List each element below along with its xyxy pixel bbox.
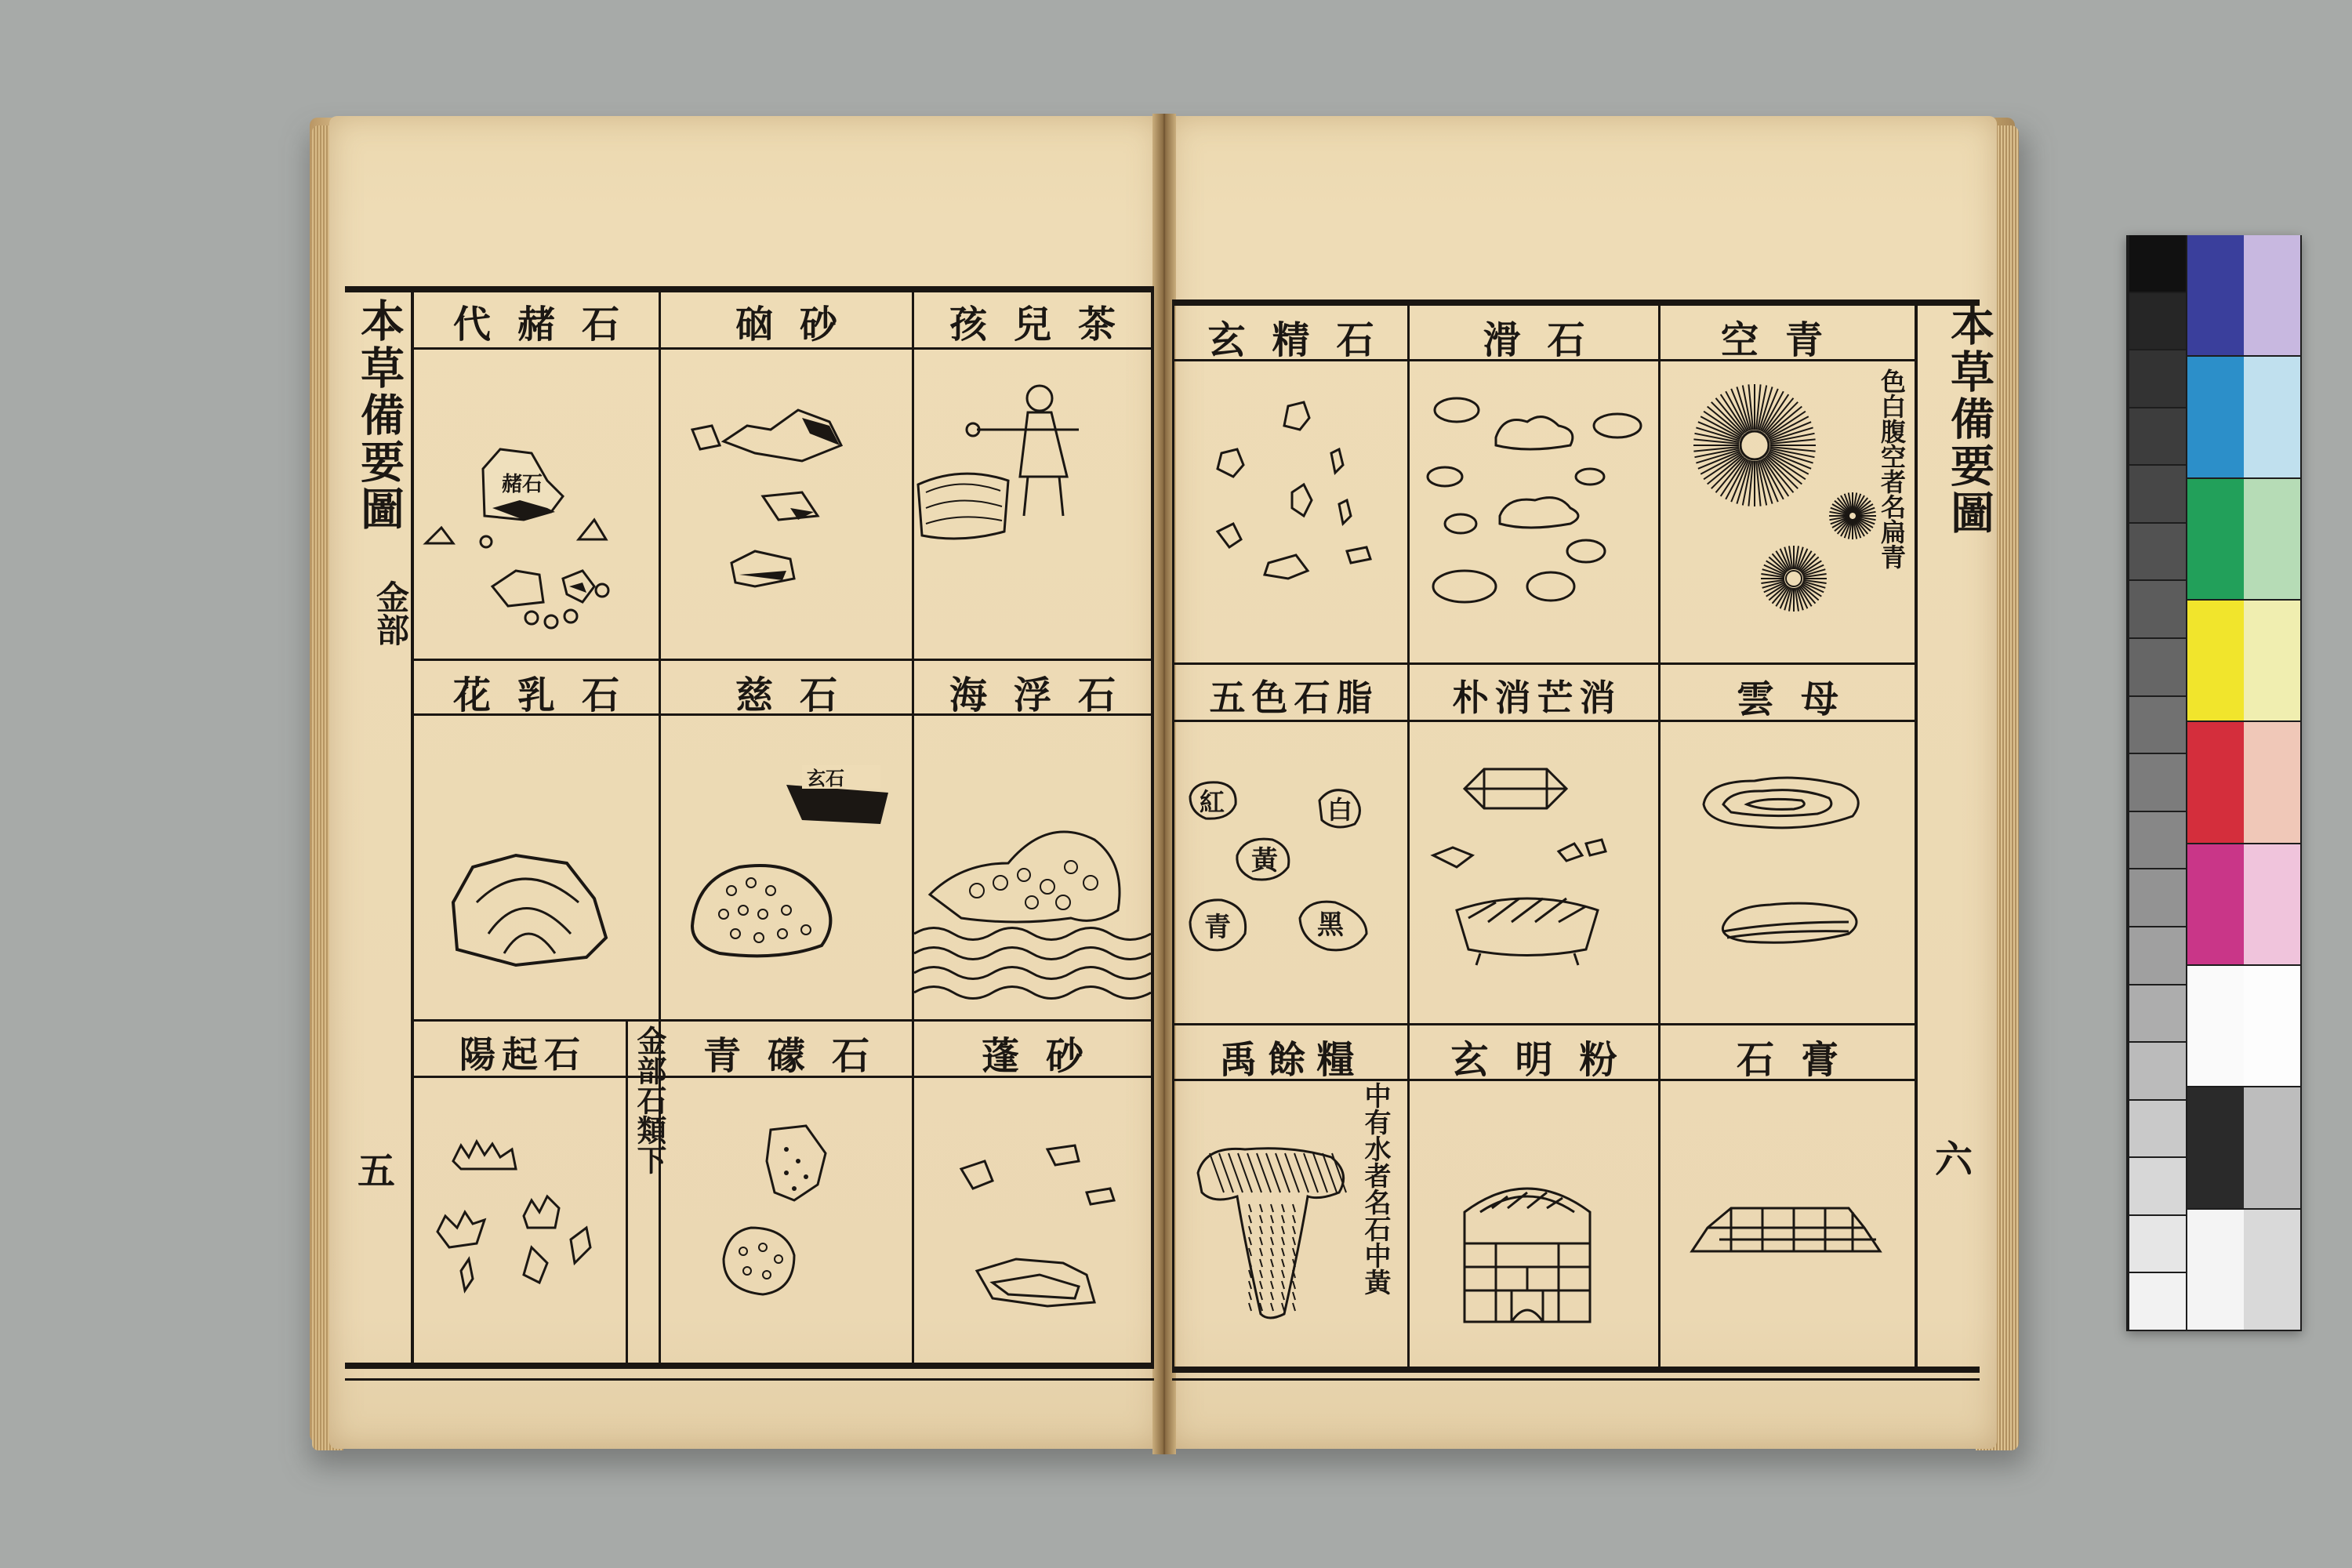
- five-color-clay-illustration: [1174, 726, 1407, 1023]
- pumice-waves-illustration: [914, 722, 1151, 1019]
- magnetite-illustration: [661, 722, 912, 1019]
- illus-label-qing: 青: [1204, 912, 1231, 943]
- gray-swatch: [2129, 639, 2186, 697]
- cell-daizheshi: [414, 290, 659, 659]
- cell-title: 慈石: [735, 673, 864, 717]
- cell-title: 禹餘糧: [1219, 1037, 1366, 1082]
- right-leaf-number: 六: [1935, 1138, 1973, 1181]
- gray-scale-column: [2129, 235, 2186, 1331]
- illus-label-bai: 白: [1327, 795, 1353, 825]
- gray-swatch: [2129, 1216, 2186, 1274]
- pastel-swatch: [2244, 357, 2300, 478]
- color-swatch: [2187, 357, 2244, 478]
- cell-title: 石膏: [1736, 1037, 1865, 1082]
- cell-title: 陽起石: [459, 1033, 586, 1076]
- gray-swatch: [2129, 697, 2186, 755]
- color-swatch: [2187, 479, 2244, 601]
- mica-layers-illustration: [1661, 726, 1915, 1023]
- gray-swatch: [2129, 754, 2186, 812]
- left-vertical-note: 金部石類下: [632, 1025, 667, 1174]
- gray-swatch: [2129, 1043, 2186, 1101]
- cell-haiercha: [914, 290, 1151, 659]
- hexagon-crystals-illustration: [1174, 367, 1407, 662]
- note-yuyuliang: 中有水者名石中黃: [1359, 1082, 1391, 1295]
- cell-title: 孩兒茶: [949, 302, 1142, 347]
- furnace-illustration: [1410, 1087, 1658, 1367]
- cell-title: 朴消芒消: [1452, 677, 1622, 719]
- cell-shigao: [1661, 1025, 1915, 1367]
- cell-pengsha: [914, 1022, 1151, 1363]
- cell-poxiaomangxiao: [1410, 665, 1658, 1023]
- gray-swatch: [2129, 466, 2186, 524]
- gray-swatch: [2129, 408, 2186, 466]
- pastel-swatch: [2244, 722, 2300, 844]
- note-kongqing: 色白腹空者名扁青: [1877, 368, 1907, 569]
- color-patch-column: [2187, 235, 2244, 1331]
- margin-section-label: 金部: [372, 580, 410, 646]
- cell-xuanmingfen: [1410, 1025, 1658, 1367]
- cell-title: 雲母: [1736, 677, 1865, 721]
- gray-swatch: [2129, 524, 2186, 582]
- pastel-swatch: [2244, 601, 2300, 722]
- cell-huashi: [1410, 306, 1658, 662]
- gray-swatch: [2129, 1101, 2186, 1159]
- cell-yangqishi: [414, 1022, 626, 1363]
- cell-qingmengshi: [661, 1022, 912, 1363]
- color-swatch: [2187, 235, 2244, 357]
- gray-swatch: [2129, 235, 2186, 293]
- talc-clouds-illustration: [1410, 367, 1658, 662]
- color-swatch: [2187, 722, 2244, 844]
- cell-title: 青礞石: [702, 1033, 896, 1078]
- pastel-swatch: [2244, 235, 2300, 357]
- illus-label-huang: 黃: [1251, 845, 1278, 877]
- right-margin-book-title: 本草備要圖: [1944, 302, 1995, 537]
- borax-illustration: [914, 1083, 1151, 1363]
- cell-title: 蓬砂: [981, 1033, 1110, 1078]
- cell-title: 硇砂: [735, 302, 864, 347]
- pastel-swatch: [2244, 479, 2300, 601]
- illus-label-xuanshi: 玄石: [807, 767, 844, 789]
- gray-swatch: [2129, 581, 2186, 639]
- gray-swatch: [2129, 927, 2186, 985]
- pastel-swatch: [2244, 1087, 2300, 1209]
- cell-wuseshizhi: [1174, 665, 1407, 1023]
- cell-naosha: [661, 290, 912, 659]
- color-swatch: [2187, 844, 2244, 966]
- cell-title: 玄精石: [1207, 318, 1401, 362]
- cell-yunmu: [1661, 665, 1915, 1023]
- color-swatch: [2187, 966, 2244, 1087]
- cell-title: 五色石脂: [1209, 677, 1379, 719]
- color-calibration-chart: [2126, 235, 2302, 1331]
- margin-book-title: 本草備要圖: [354, 298, 405, 533]
- rock-illustration: [414, 351, 659, 659]
- cell-title: 玄明粉: [1450, 1037, 1644, 1082]
- cell-cishi: [661, 661, 912, 1019]
- illus-label-hong: 紅: [1200, 787, 1225, 817]
- illus-label-hei: 黑: [1317, 909, 1344, 941]
- cell-title: 空青: [1720, 318, 1849, 362]
- crystal-illustration: [414, 1083, 626, 1363]
- cell-haifushi: [914, 661, 1151, 1019]
- color-swatch: [2187, 601, 2244, 722]
- gray-swatch: [2129, 1158, 2186, 1216]
- stone-illustration: [661, 1083, 912, 1363]
- left-leaf-number: 五: [358, 1149, 396, 1193]
- cell-title: 滑石: [1483, 318, 1612, 362]
- cell-title: 花乳石: [452, 673, 646, 717]
- gray-swatch: [2129, 869, 2186, 927]
- pastel-patch-column: [2244, 235, 2300, 1331]
- gray-swatch: [2129, 293, 2186, 351]
- mineral-illustration: [661, 351, 912, 659]
- pastel-swatch: [2244, 844, 2300, 966]
- cell-title: 海浮石: [949, 673, 1142, 717]
- cell-title: 代赭石: [452, 302, 646, 347]
- gray-swatch: [2129, 985, 2186, 1044]
- color-swatch: [2187, 1210, 2244, 1331]
- worker-illustration: [914, 351, 1151, 659]
- color-swatch: [2187, 1087, 2244, 1209]
- pastel-swatch: [2244, 1210, 2300, 1331]
- gray-swatch: [2129, 350, 2186, 408]
- rock-illustration: [414, 722, 659, 1019]
- pastel-swatch: [2244, 966, 2300, 1087]
- cell-xuanjingshi: [1174, 306, 1407, 662]
- illus-label-zheshi: 赭石: [502, 473, 543, 496]
- cell-huarushi: [414, 661, 659, 1019]
- gray-swatch: [2129, 1273, 2186, 1331]
- gray-swatch: [2129, 812, 2186, 870]
- gypsum-stack-illustration: [1661, 1087, 1915, 1367]
- crystal-basket-illustration: [1410, 726, 1658, 1023]
